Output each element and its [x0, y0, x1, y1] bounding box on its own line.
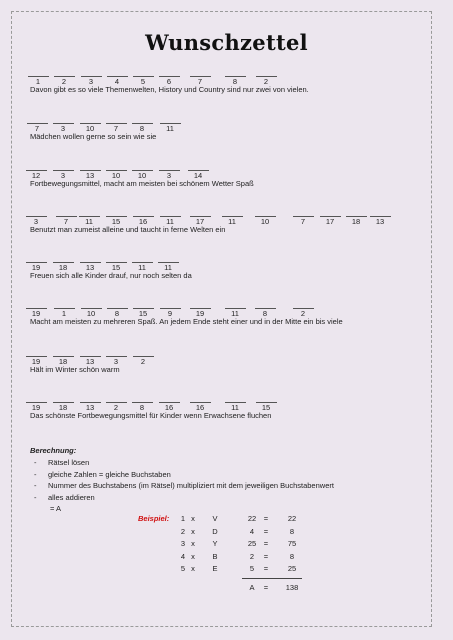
letter-number: 6 [166, 77, 172, 86]
letter-number: 14 [193, 171, 203, 180]
letter-number: 19 [31, 357, 41, 366]
letter-blank[interactable] [158, 248, 179, 263]
letter-blank[interactable] [132, 156, 153, 171]
calculation-section [30, 446, 334, 515]
letter-blank[interactable] [159, 388, 180, 403]
sum-line [242, 578, 302, 579]
letter-blank[interactable] [26, 388, 47, 403]
letter-blank[interactable] [160, 109, 181, 124]
example-times: x [191, 514, 195, 523]
letter-blank[interactable] [106, 156, 127, 171]
letter-number: 2 [113, 403, 119, 412]
letter-number: 19 [195, 309, 205, 318]
letter-number: 8 [262, 309, 268, 318]
example-product: 8 [289, 526, 295, 536]
letter-blank[interactable] [222, 202, 243, 217]
letter-number: 11 [231, 403, 239, 412]
example-letter-value: 22 [247, 514, 257, 523]
letter-number: 13 [85, 171, 95, 180]
example-times: x [191, 551, 195, 561]
letter-number: 3 [113, 357, 119, 366]
letter-number: 13 [85, 263, 95, 272]
letter-blank[interactable] [132, 388, 153, 403]
letter-blank[interactable] [256, 388, 277, 403]
example-label: Beispiel: [138, 514, 170, 523]
letter-number: 13 [375, 217, 385, 226]
letter-blank[interactable] [54, 62, 75, 77]
letter-number: 2 [61, 77, 67, 86]
letter-blank[interactable] [81, 62, 102, 77]
letter-blank[interactable] [159, 156, 180, 171]
letter-number: 12 [31, 171, 41, 180]
letter-blank[interactable] [190, 388, 211, 403]
letter-blank[interactable] [54, 294, 75, 309]
calculation-result-line: = A [50, 504, 62, 513]
letter-number: 11 [85, 217, 93, 226]
example-letter: E [212, 564, 218, 573]
example-position: 2 [180, 526, 186, 536]
letter-number: 3 [166, 171, 172, 180]
clue-text: Fortbewegungsmittel, macht am meisten bei schönem Wetter Spaß [30, 179, 254, 188]
letter-blank[interactable] [106, 342, 127, 357]
clue-text: Davon gibt es so viele Themenwelten, History und Country sind nur zwei von vielen. [30, 85, 309, 94]
example-total-letter: A [249, 583, 255, 592]
letter-blank[interactable] [133, 294, 154, 309]
letter-number: 11 [228, 217, 236, 226]
letter-blank[interactable] [255, 294, 276, 309]
letter-blank[interactable] [225, 62, 246, 77]
letter-number: 8 [139, 124, 145, 133]
letter-number: 8 [114, 309, 120, 318]
letter-blank[interactable] [53, 388, 74, 403]
letter-number: 11 [166, 217, 174, 226]
letter-blank[interactable] [160, 294, 181, 309]
letter-blank[interactable] [26, 342, 47, 357]
letter-number: 19 [31, 403, 41, 412]
letter-number: 19 [31, 309, 41, 318]
example-letter-value: 2 [249, 551, 255, 561]
letter-number: 18 [351, 217, 361, 226]
letter-blank[interactable] [190, 202, 211, 217]
letter-number: 3 [60, 124, 66, 133]
letter-number: 18 [58, 403, 68, 412]
letter-blank[interactable] [160, 202, 181, 217]
letter-number: 10 [137, 171, 147, 180]
letter-blank[interactable] [27, 109, 48, 124]
letter-blank[interactable] [133, 62, 154, 77]
example-equals: = [263, 539, 269, 548]
example-total-value: 138 [285, 583, 299, 592]
example-letter: Y [212, 539, 218, 548]
letter-number: 11 [138, 263, 146, 272]
letter-number: 16 [164, 403, 174, 412]
calculation-steps [30, 457, 334, 503]
letter-number: 9 [167, 309, 173, 318]
letter-number: 8 [232, 77, 238, 86]
calculation-step: - alles addieren [34, 492, 95, 502]
letter-number: 4 [114, 77, 120, 86]
letter-number: 1 [35, 77, 41, 86]
letter-number: 11 [231, 309, 239, 318]
letter-blank[interactable] [53, 342, 74, 357]
letter-blank[interactable] [80, 156, 101, 171]
letter-blank[interactable] [80, 388, 101, 403]
letter-blank[interactable] [132, 248, 153, 263]
letter-number: 10 [111, 171, 121, 180]
letter-number: 11 [166, 124, 174, 133]
letter-number: 7 [34, 124, 40, 133]
letter-number: 15 [111, 263, 121, 272]
example-times: x [191, 564, 195, 573]
letter-number: 2 [263, 77, 269, 86]
letter-number: 19 [31, 263, 41, 272]
letter-number: 3 [33, 217, 39, 226]
example-equals: = [263, 514, 269, 523]
letter-blank[interactable] [188, 156, 209, 171]
letter-blank[interactable] [225, 388, 246, 403]
letter-blank[interactable] [81, 294, 102, 309]
letter-number: 13 [85, 357, 95, 366]
letter-blank[interactable] [293, 202, 314, 217]
example-letter: D [212, 526, 218, 536]
example-total-equals: = [263, 583, 269, 592]
clue-text: Freuen sich alle Kinder drauf, nur noch selten da [30, 271, 192, 280]
example-letter-value: 5 [249, 564, 255, 573]
letter-number: 18 [58, 357, 68, 366]
letter-blank[interactable] [132, 109, 153, 124]
example-product: 8 [289, 551, 295, 561]
example-letter: B [212, 551, 218, 561]
clue-text: Mädchen wollen gerne so sein wie sie [30, 132, 157, 141]
letter-number: 17 [325, 217, 335, 226]
example-equals: = [263, 551, 269, 561]
letter-number: 13 [85, 403, 95, 412]
letter-blank[interactable] [106, 388, 127, 403]
example-position: 4 [180, 551, 186, 561]
letter-number: 7 [113, 124, 119, 133]
example-product: 75 [287, 539, 297, 548]
clue-text: Macht am meisten zu mehreren Spaß. An jedem Ende steht einer und in der Mitte ein bis viele [30, 317, 343, 326]
calculation-heading: Berechnung: [30, 446, 77, 455]
letter-blank[interactable] [53, 248, 74, 263]
letter-number: 2 [140, 357, 146, 366]
letter-blank[interactable] [53, 109, 74, 124]
letter-blank[interactable] [256, 62, 277, 77]
letter-blank[interactable] [107, 294, 128, 309]
clue-text: Das schönste Fortbewegungsmittel für Kinder wenn Erwachsene fluchen [30, 411, 272, 420]
clue-text: Hält im Winter schön warm [30, 365, 120, 374]
letter-blank[interactable] [190, 294, 211, 309]
example-times: x [191, 526, 195, 536]
letter-blank[interactable] [79, 202, 100, 217]
letter-blank[interactable] [190, 62, 211, 77]
letter-blank[interactable] [107, 62, 128, 77]
letter-number: 10 [86, 309, 96, 318]
letter-number: 8 [139, 403, 145, 412]
example-equals: = [263, 564, 269, 573]
letter-number: 18 [58, 263, 68, 272]
letter-number: 16 [138, 217, 148, 226]
letter-number: 1 [61, 309, 67, 318]
letter-blank[interactable] [159, 62, 180, 77]
example-letter-value: 25 [247, 539, 257, 548]
letter-number: 15 [111, 217, 121, 226]
letter-blank[interactable] [80, 109, 101, 124]
letter-blank[interactable] [106, 202, 127, 217]
letter-number: 17 [195, 217, 205, 226]
calculation-step: - gleiche Zahlen = gleiche Buchstaben [34, 469, 171, 479]
letter-blank[interactable] [106, 109, 127, 124]
letter-number: 3 [60, 171, 66, 180]
letter-blank[interactable] [80, 248, 101, 263]
letter-blank[interactable] [346, 202, 367, 217]
letter-blank[interactable] [106, 248, 127, 263]
clue-text: Benutzt man zumeist alleine und taucht in ferne Welten ein [30, 225, 226, 234]
letter-blank[interactable] [56, 202, 77, 217]
example-position: 1 [180, 514, 186, 523]
letter-number: 2 [300, 309, 306, 318]
letter-number: 10 [260, 217, 270, 226]
letter-blank[interactable] [133, 342, 154, 357]
letter-blank[interactable] [26, 294, 47, 309]
letter-number: 10 [85, 124, 95, 133]
example-letter: V [212, 514, 218, 523]
page-title: Wunschzettel [145, 30, 308, 55]
calculation-step: - Rätsel lösen [34, 458, 90, 467]
example-position: 5 [180, 564, 186, 573]
example-position: 3 [180, 539, 186, 548]
example-times: x [191, 539, 195, 548]
letter-number: 7 [63, 217, 69, 226]
letter-blank[interactable] [293, 294, 314, 309]
letter-number: 15 [138, 309, 148, 318]
letter-number: 7 [300, 217, 306, 226]
letter-blank[interactable] [80, 342, 101, 357]
example-product: 25 [287, 564, 297, 573]
letter-number: 3 [88, 77, 94, 86]
letter-number: 11 [164, 263, 172, 272]
letter-blank[interactable] [255, 202, 276, 217]
calculation-step: - Nummer des Buchstabens (im Rätsel) multipliziert mit dem jeweiligen Buchstabenwert [34, 481, 334, 490]
example-equals: = [263, 526, 269, 536]
letter-number: 5 [140, 77, 146, 86]
letter-blank[interactable] [225, 294, 246, 309]
example-product: 22 [287, 514, 297, 523]
letter-blank[interactable] [28, 62, 49, 77]
letter-number: 7 [197, 77, 203, 86]
letter-blank[interactable] [320, 202, 341, 217]
letter-number: 16 [195, 403, 205, 412]
letter-blank[interactable] [53, 156, 74, 171]
letter-blank[interactable] [26, 202, 47, 217]
example-letter-value: 4 [249, 526, 255, 536]
letter-blank[interactable] [133, 202, 154, 217]
letter-blank[interactable] [26, 248, 47, 263]
letter-blank[interactable] [370, 202, 391, 217]
letter-blank[interactable] [26, 156, 47, 171]
letter-number: 15 [261, 403, 271, 412]
